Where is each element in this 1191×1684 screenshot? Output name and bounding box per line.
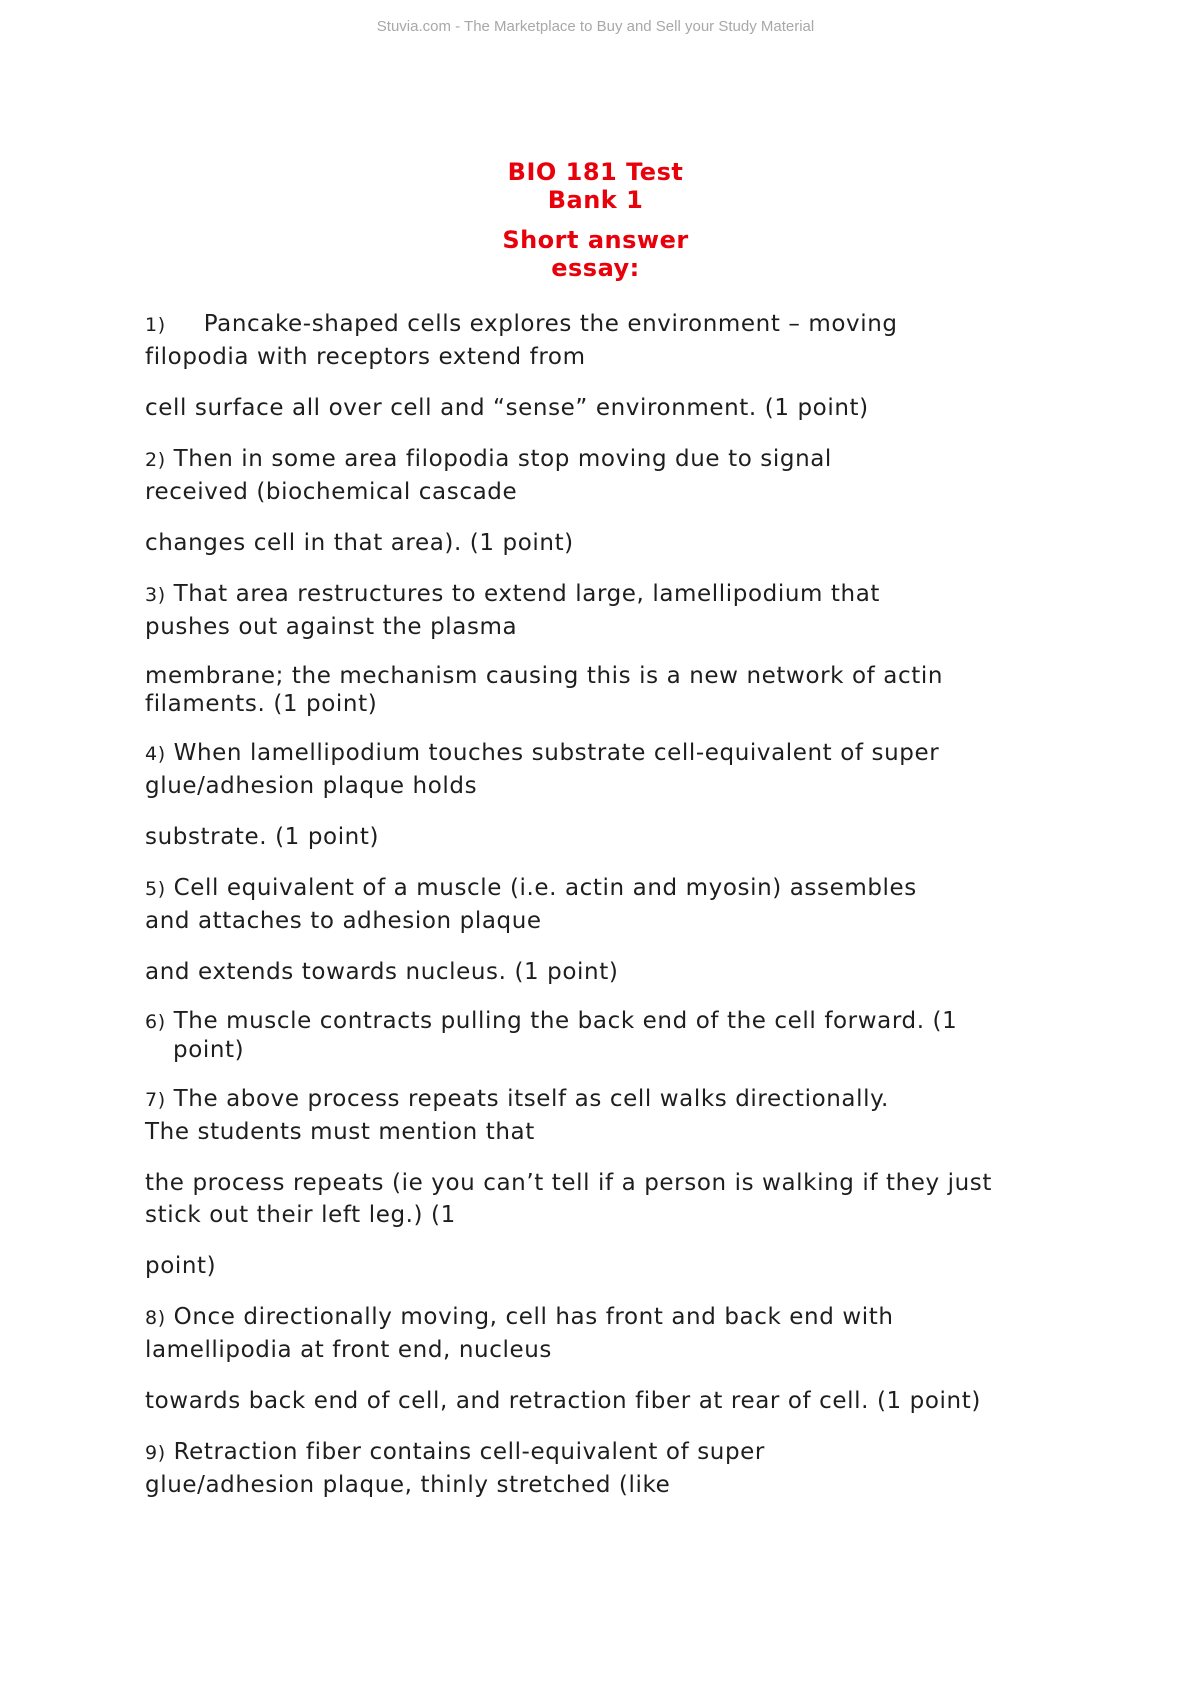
answer-line xyxy=(145,737,1075,770)
answer-line xyxy=(145,1007,1075,1036)
item-number: 7) xyxy=(145,1089,166,1111)
answer-continuation-2: changes cell in that area). (1 point) xyxy=(145,530,574,556)
answer-continuation-1: cell surface all over cell and “sense” environment. (1 point) xyxy=(145,395,869,421)
answer-line xyxy=(145,872,1075,905)
answer-item-2 xyxy=(145,443,1075,508)
answer-text: Retraction fiber contains cell-equivalent of super xyxy=(173,1439,765,1465)
answer-text: Cell equivalent of a muscle (i.e. actin and myosin) assembles xyxy=(173,875,917,901)
subtitle-line-1: Short answer xyxy=(502,226,689,254)
answer-text: The muscle contracts pulling the back end of the cell forward. (1 xyxy=(173,1008,958,1034)
answer-line: filaments. (1 point) xyxy=(145,691,378,717)
answer-continuation-5: and extends towards nucleus. (1 point) xyxy=(145,959,619,985)
answer-line: The students must mention that xyxy=(145,1119,535,1145)
answer-line: pushes out against the plasma xyxy=(145,614,518,640)
answer-line xyxy=(145,1436,1075,1469)
answer-line: membrane; the mechanism causing this is a new network of actin xyxy=(145,663,944,689)
item-number: 3) xyxy=(145,584,166,606)
answer-item-4 xyxy=(145,737,1075,802)
document-title xyxy=(0,158,1191,282)
item-number: 6) xyxy=(145,1011,166,1033)
item-number: 8) xyxy=(145,1307,166,1329)
answer-continuation-8: towards back end of cell, and retraction fiber at rear of cell. (1 point) xyxy=(145,1388,981,1414)
answer-line: lamellipodia at front end, nucleus xyxy=(145,1337,552,1363)
answer-text: When lamellipodium touches substrate cell-equivalent of super xyxy=(173,740,940,766)
answer-text: The above process repeats itself as cell walks directionally. xyxy=(173,1086,889,1112)
answer-line xyxy=(145,1083,1075,1116)
watermark-header: Stuvia.com - The Marketplace to Buy and Sell your Study Material xyxy=(376,18,815,35)
answer-line: stick out their left leg.) (1 xyxy=(145,1202,456,1228)
answer-continuation-3 xyxy=(145,662,1075,718)
answer-text: Then in some area filopodia stop moving due to signal xyxy=(173,446,832,472)
answer-item-8 xyxy=(145,1301,1075,1366)
answer-continuation-7 xyxy=(145,1167,1075,1231)
item-number: 5) xyxy=(145,878,166,900)
answer-line: filopodia with receptors extend from xyxy=(145,344,586,370)
title-line-1: BIO 181 Test xyxy=(507,158,684,186)
answer-line: point) xyxy=(173,1037,245,1063)
answer-line xyxy=(145,443,1075,476)
answer-line xyxy=(145,1301,1075,1334)
answer-text: Pancake-shaped cells explores the environment – moving xyxy=(203,311,898,337)
answer-line xyxy=(145,308,1075,341)
item-number: 9) xyxy=(145,1442,166,1464)
answer-line: the process repeats (ie you can’t tell if a person is walking if they just xyxy=(145,1170,992,1196)
answer-item-3 xyxy=(145,578,1075,643)
item-number: 2) xyxy=(145,449,166,471)
answer-line: glue/adhesion plaque holds xyxy=(145,773,478,799)
answer-line xyxy=(145,578,1075,611)
answer-item-5 xyxy=(145,872,1075,937)
item-number: 4) xyxy=(145,743,166,765)
answer-list xyxy=(145,308,1075,1520)
answer-item-7 xyxy=(145,1083,1075,1148)
subtitle-line-2: essay: xyxy=(551,254,640,282)
answer-continuation-4: substrate. (1 point) xyxy=(145,824,380,850)
answer-item-6 xyxy=(145,1007,1075,1064)
answer-line: glue/adhesion plaque, thinly stretched (like xyxy=(145,1472,671,1498)
answer-continuation-7b: point) xyxy=(145,1253,217,1279)
answer-line: received (biochemical cascade xyxy=(145,479,518,505)
answer-item-9 xyxy=(145,1436,1075,1501)
answer-text: That area restructures to extend large, lamellipodium that xyxy=(173,581,881,607)
answer-item-1 xyxy=(145,308,1075,373)
title-line-2: Bank 1 xyxy=(547,186,644,214)
item-number: 1) xyxy=(145,314,166,336)
answer-text: Once directionally moving, cell has front and back end with xyxy=(173,1304,894,1330)
answer-line: and attaches to adhesion plaque xyxy=(145,908,542,934)
